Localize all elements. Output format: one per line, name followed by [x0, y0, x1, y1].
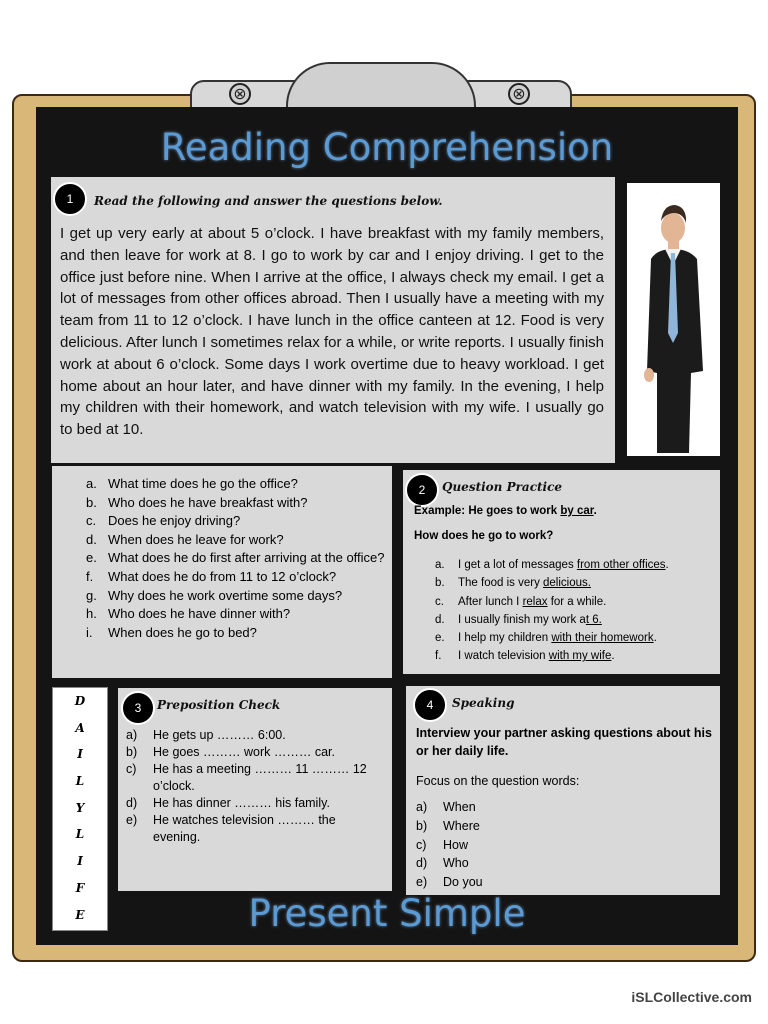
list-item: b) Where — [416, 818, 480, 833]
section4-heading: Speaking — [452, 696, 515, 710]
list-item: a) He gets up ……… 6:00. — [126, 728, 286, 742]
daily-life-letter: L — [75, 774, 85, 789]
example-sentence: Example: He goes to work by car. — [414, 505, 597, 517]
section-number-1: 1 — [53, 182, 87, 216]
example-block — [414, 505, 714, 555]
daily-life-letter: I — [77, 854, 83, 869]
daily-life-letter: A — [75, 720, 85, 735]
section1-heading: Read the following and answer the questions below. — [94, 194, 443, 208]
daily-life-letter: F — [75, 880, 85, 895]
list-item: c) He has a meeting ……… 11 ……… 12 o’clock. — [126, 762, 367, 793]
speaking-instruction: Interview your partner asking questions about his or her daily life. — [416, 726, 712, 758]
page-title: Reading Comprehension — [160, 126, 614, 169]
clip-screw-icon: ⊗ — [508, 83, 530, 105]
question-words — [416, 798, 716, 892]
list-item: d) Who — [416, 856, 469, 871]
example-question: How does he go to work? — [414, 530, 554, 542]
footer-title: Present Simple — [248, 892, 526, 935]
daily-life-letter: L — [75, 827, 85, 842]
list-item: e) He watches television ……… the evening. — [126, 813, 336, 844]
list-item: b. Who does he have breakfast with? — [86, 494, 308, 510]
watermark: iSLCollective.com — [631, 989, 752, 1005]
reading-text: I get up very early at about 5 o’clock. I have breakfast with my family members, and then leave for work at 8. I go to work by car and I enjoy driving. I get to the office just before nine. When I arrive at the office, I always check my email. I get a lot of messages from other offices abroad. Then I usually have a meeting with my team from 11 to 12 o’clock. I have lunch in the office canteen at 12. Food is very delicious. After lunch I sometimes relax for a while, or write reports. I usually finish work at about 6 o’clock. Some days I work overtime due to heavy workload. I get home about an hour later, and have dinner with my family. In the evening, I help my children with their homework, and watch television with my wife. I usually go to bed at 10. — [60, 225, 604, 439]
daily-life-letter: E — [75, 907, 85, 922]
list-item: c) How — [416, 837, 469, 852]
list-item: a. What time does he go the office? — [86, 476, 298, 491]
list-item: e. What does he do first after arriving at the office? — [86, 550, 385, 566]
section-number-4: 4 — [413, 688, 447, 722]
list-item: h. Who does he have dinner with? — [86, 606, 291, 622]
list-item: a) When — [416, 800, 476, 814]
list-item: b) He goes ……… work ……… car. — [126, 745, 335, 759]
speaking-focus: Focus on the question words: — [416, 774, 580, 788]
daily-life-letter: I — [77, 747, 83, 762]
list-item: d) He has dinner ……… his family. — [126, 796, 330, 810]
list-item: e) Do you — [416, 875, 483, 890]
clip-screw-icon: ⊗ — [229, 83, 251, 105]
list-item: e. I help my children with their homework. — [435, 632, 657, 645]
list-item: c. After lunch I relax for a while. — [435, 595, 607, 608]
daily-life-letter: D — [74, 694, 86, 708]
section3-heading: Preposition Check — [157, 698, 281, 712]
section2-heading: Question Practice — [442, 480, 563, 494]
practice-items — [414, 556, 714, 666]
list-item: f. What does he do from 11 to 12 o’clock? — [86, 568, 337, 584]
section-number-3: 3 — [121, 691, 155, 725]
preposition-items — [126, 727, 376, 846]
list-item: d. I usually finish my work at 6. — [435, 613, 602, 626]
list-item: b. The food is very delicious. — [435, 577, 591, 590]
section-number-2: 2 — [405, 473, 439, 507]
list-item: a. I get a lot of messages from other offices. — [435, 559, 669, 571]
list-item: g. Why does he work overtime some days? — [86, 587, 343, 603]
comprehension-questions — [66, 475, 386, 642]
list-item: i. When does he go to bed? — [86, 624, 257, 640]
list-item: f. I watch television with my wife. — [435, 650, 615, 663]
speaking-instructions — [416, 724, 716, 802]
list-item: c. Does he enjoy driving? — [86, 513, 241, 529]
list-item: d. When does he leave for work? — [86, 531, 284, 547]
businessman-photo — [627, 183, 720, 456]
daily-life-letter: Y — [75, 800, 85, 815]
